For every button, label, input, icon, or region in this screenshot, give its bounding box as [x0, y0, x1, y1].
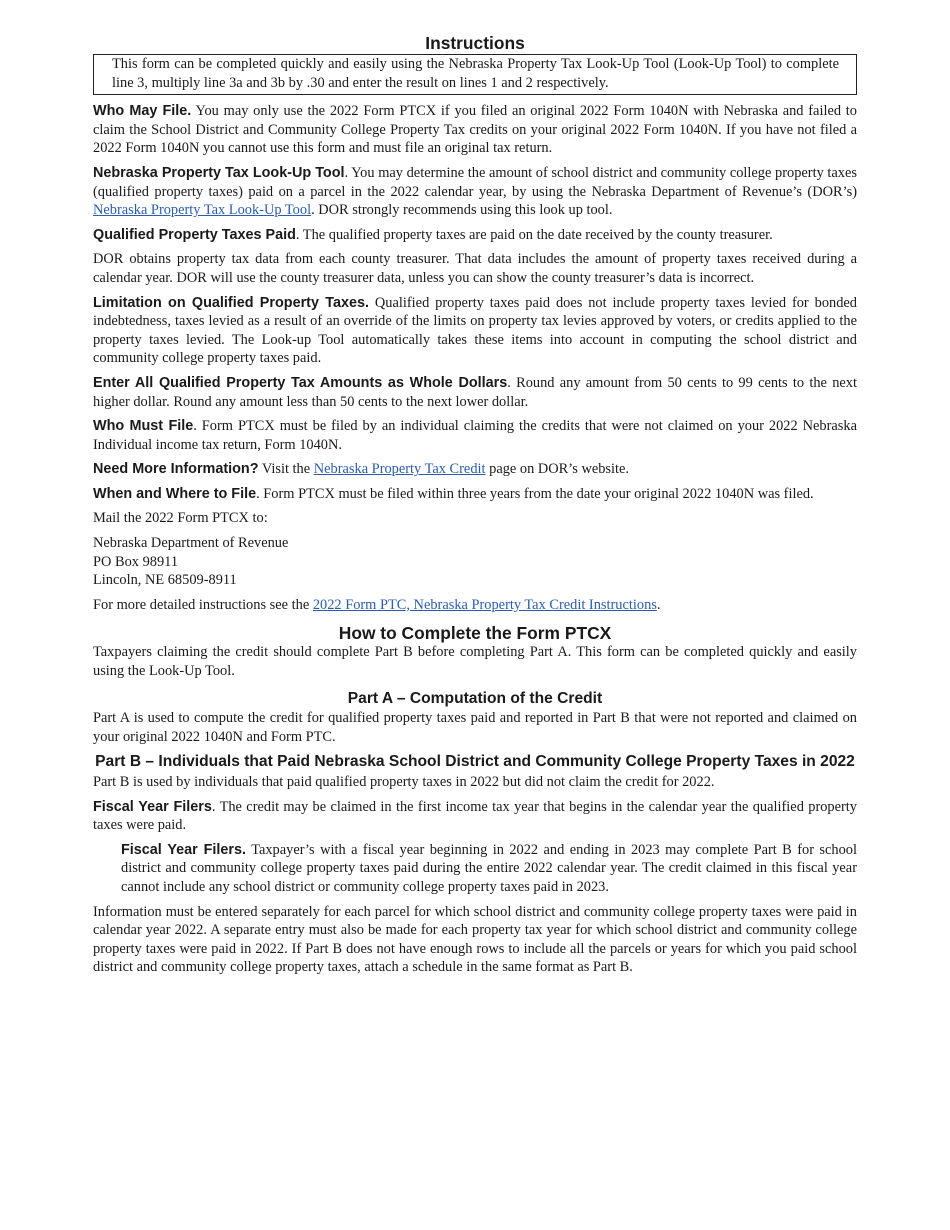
more-detail-paragraph: [93, 596, 857, 615]
fiscal-year-indented-text: Taxpayer’s with a fiscal year beginning in 2022 and ending in 2023 may complete Part B for school district and community college property taxes paid during the entire 2022 calendar year. The credit claimed in this fiscal year cannot include any school district or community college property taxes paid in 2023.: [121, 841, 857, 895]
page-title: Instructions: [425, 33, 525, 53]
who-must-file-label: Who Must File: [93, 418, 194, 435]
when-where-paragraph: [93, 485, 857, 504]
limitation-text: Qualified property taxes paid does not include property taxes levied for bonded indebtedness, taxes levied as a result of an override of the limits on property tax levies approved by voters, or credits applied to the property taxes levied. The Look-up Tool automatically takes these items into account in computing the school district and community college property taxes paid.: [93, 294, 857, 367]
who-may-file-paragraph: [93, 102, 857, 158]
address-line-2: PO Box 98911: [93, 553, 179, 570]
mail-intro: Mail the 2022 Form PTCX to:: [93, 510, 268, 527]
lookup-tool-link[interactable]: Nebraska Property Tax Look-Up Tool: [93, 202, 312, 219]
need-more-label: Need More Information?: [93, 461, 259, 478]
mailing-address: [93, 534, 857, 590]
fiscal-year-paragraph: [93, 798, 857, 835]
who-may-file-label: Who May File.: [93, 103, 192, 120]
part-b-paragraph: Part B is used by individuals that paid qualified property taxes in 2022 but did not claim the credit for 2022.: [93, 774, 715, 790]
how-to-heading: How to Complete the Form PTCX: [338, 623, 612, 644]
instructions-content: [93, 33, 857, 983]
qualified-paid-label: Qualified Property Taxes Paid: [93, 226, 296, 243]
qualified-paid-text: . The qualified property taxes are paid on the date received by the county treasurer.: [295, 226, 773, 243]
whole-dollars-paragraph: [93, 374, 857, 411]
limitation-paragraph: [93, 294, 857, 368]
part-b-heading: Part B – Individuals that Paid Nebraska School District and Community College Property Taxes in 2022: [95, 753, 855, 771]
part-a-paragraph: Part A is used to compute the credit for qualified property taxes paid and reported in Part B that were not reported and claimed on your original 2022 1040N and Form PTC.: [93, 710, 857, 745]
need-more-text: Visit the: [258, 461, 314, 478]
qualified-paid-paragraph: [93, 226, 857, 245]
whole-dollars-text: . Round any amount from 50 cents to 99 cents to the next higher dollar. Round any amount less than 50 cents to the next lower dollar.: [93, 374, 857, 410]
who-may-file-text: You may only use the 2022 Form PTCX if you filed an original 2022 Form 1040N with Nebraska and failed to claim the School District and Community College Property Tax credits on your original 2022 Form 1040N. If you have not filed a 2022 Form 1040N you cannot use this form and must file an original tax return.: [93, 103, 857, 157]
property-tax-credit-link[interactable]: Nebraska Property Tax Credit: [313, 461, 486, 478]
whole-dollars-label: Enter All Qualified Property Tax Amounts as Whole Dollars: [93, 374, 508, 391]
need-more-text-after: page on DOR’s website.: [485, 461, 630, 478]
when-where-text: . Form PTCX must be filed within three years from the date your original 2022 1040N was filed.: [256, 485, 814, 502]
who-must-file-text: . Form PTCX must be filed by an individual claiming the credits that were not claimed on your 2022 Nebraska Individual income tax return, Form 1040N.: [93, 418, 857, 453]
fiscal-year-indented-paragraph: [121, 841, 857, 897]
need-more-paragraph: [93, 460, 857, 479]
limitation-label: Limitation on Qualified Property Taxes.: [93, 294, 370, 311]
when-where-label: When and Where to File: [93, 485, 257, 502]
lookup-tool-label: Nebraska Property Tax Look-Up Tool: [93, 164, 345, 181]
fiscal-year-indented-label: Fiscal Year Filers.: [121, 841, 247, 858]
lookup-tool-text-after: . DOR strongly recommends using this look up tool.: [311, 202, 613, 219]
ptc-instructions-link[interactable]: 2022 Form PTC, Nebraska Property Tax Credit Instructions: [312, 596, 657, 613]
more-detail-text: For more detailed instructions see the: [93, 596, 313, 613]
more-detail-text-after: .: [656, 596, 661, 613]
lookup-note-box: This form can be completed quickly and easily using the Nebraska Property Tax Look-Up Tool (Look-Up Tool) to complete line 3, multiply line 3a and 3b by .30 and enter the result on lines 1 and 2 respectively.: [93, 54, 857, 95]
information-paragraph: Information must be entered separately for each parcel for which school district and community college property taxes were paid in calendar year 2022. A separate entry must also be made for each property tax year for which school district and community college property taxes were paid in 2022. If Part B does not have enough rows to include all the parcels or years for which you paid school district and community college property taxes, attach a schedule in the same format as Part B.: [93, 903, 857, 976]
dor-obtains-paragraph: DOR obtains property tax data from each county treasurer. That data includes the amount of property taxes received during a calendar year. DOR will use the county treasurer data, unless you can show the county treasurer’s data is incorrect.: [93, 251, 857, 286]
part-a-heading: Part A – Computation of the Credit: [347, 689, 603, 707]
address-line-1: Nebraska Department of Revenue: [93, 535, 289, 552]
fiscal-year-label: Fiscal Year Filers: [93, 798, 212, 815]
lookup-tool-paragraph: [93, 164, 857, 220]
lookup-tool-text: . You may determine the amount of school district and community college property taxes (qualified property taxes) paid on a parcel in the 2022 calendar year, by using the Nebraska Department of Revenue’s (DOR’s): [93, 164, 857, 200]
how-to-paragraph: Taxpayers claiming the credit should complete Part B before completing Part A. This form can be completed quickly and easily using the Look-Up Tool.: [93, 644, 857, 680]
address-line-3: Lincoln, NE 68509-8911: [93, 572, 237, 589]
fiscal-year-text: . The credit may be claimed in the first income tax year that begins in the calendar year the qualified property taxes were paid.: [93, 798, 857, 834]
who-must-file-paragraph: [93, 417, 857, 454]
